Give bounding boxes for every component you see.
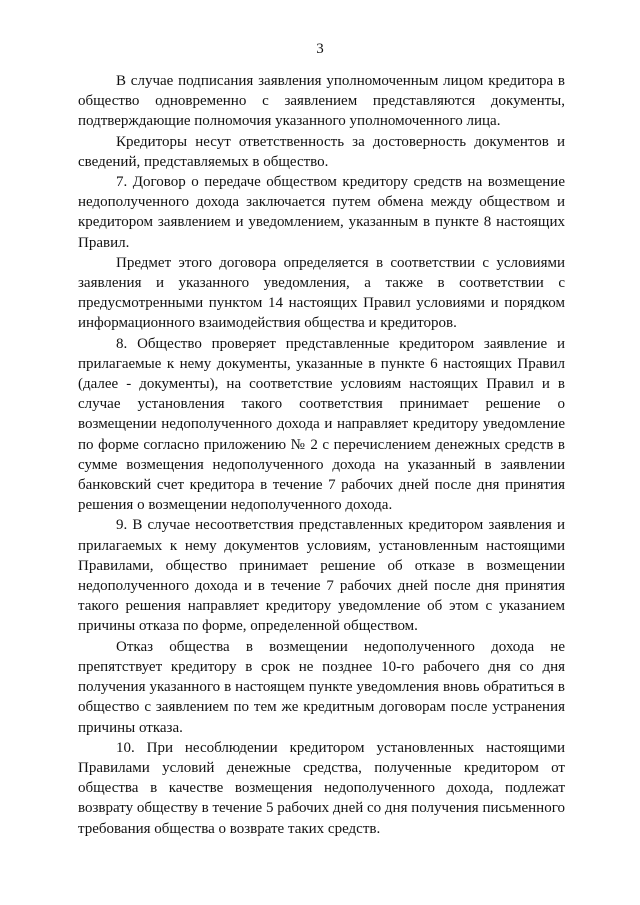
paragraph-item-10-return: 10. При несоблюдении кредитором установленных настоящими Правилами условий денежные средства, полученные кредитором от общества в качестве возмещения недополученного дохода, подлежат возврату обществу в течение 5 рабочих дней со дня получения письменного требования общества о возврате таких средств. [78, 739, 565, 837]
paragraph-refusal-reapply: Отказ общества в возмещении недополученного дохода не препятствует кредитору в срок не позднее 10-го рабочего дня со дня получения указанного в настоящем пункте уведомления вновь обратиться в общество с заявлением по тем же кредитным договорам после устранения причины отказа. [78, 638, 565, 736]
paragraph-item-9-refusal: 9. В случае несоответствия представленных кредитором заявления и прилагаемых к нему документов условиям, установленным настоящими Правилами, общество принимает решение об отказе в возмещении недополученного дохода и в течение 7 рабочих дней после дня принятия такого решения направляет кредитору уведомление об этом с указанием причины отказа по форме, определенной обществом. [78, 517, 565, 635]
paragraph-item-8-verification: 8. Общество проверяет представленные кредитором заявление и прилагаемые к нему документы, указанные в пункте 6 настоящих Правил (далее - документы), на соответствие условиям настоящих Правил и в случае установления такого соответствия принимает решение о возмещении недополученного дохода и направляет кредитору уведомление по форме согласно приложению № 2 с перечислением денежных средств в сумме возмещения недополученного дохода на указанный в заявлении банковский счет кредитора в течение 7 рабочих дней после дня принятия решения о возмещении недополученного дохода. [78, 335, 565, 514]
document-body [78, 71, 565, 839]
paragraph-item-7-contract: 7. Договор о передаче обществом кредитору средств на возмещение недополученного дохода заключается путем обмена между обществом и кредитором заявлением и уведомлением, указанным в пункте 8 настоящих Правил. [78, 174, 565, 251]
paragraph-authorized-representative: В случае подписания заявления уполномоченным лицом кредитора в общество одновременно с заявлением представляются документы, подтверждающие полномочия указанного уполномоченного лица. [78, 73, 565, 130]
paragraph-creditor-responsibility: Кредиторы несут ответственность за достоверность документов и сведений, представляемых в общество. [78, 133, 565, 170]
page-number: 3 [316, 41, 324, 57]
paragraph-contract-subject: Предмет этого договора определяется в соответствии с условиями заявления и указанного уведомления, а также в соответствии с предусмотренными пунктом 14 настоящих Правил условиями и порядком информационного взаимодействия общества и кредиторов. [78, 254, 565, 332]
